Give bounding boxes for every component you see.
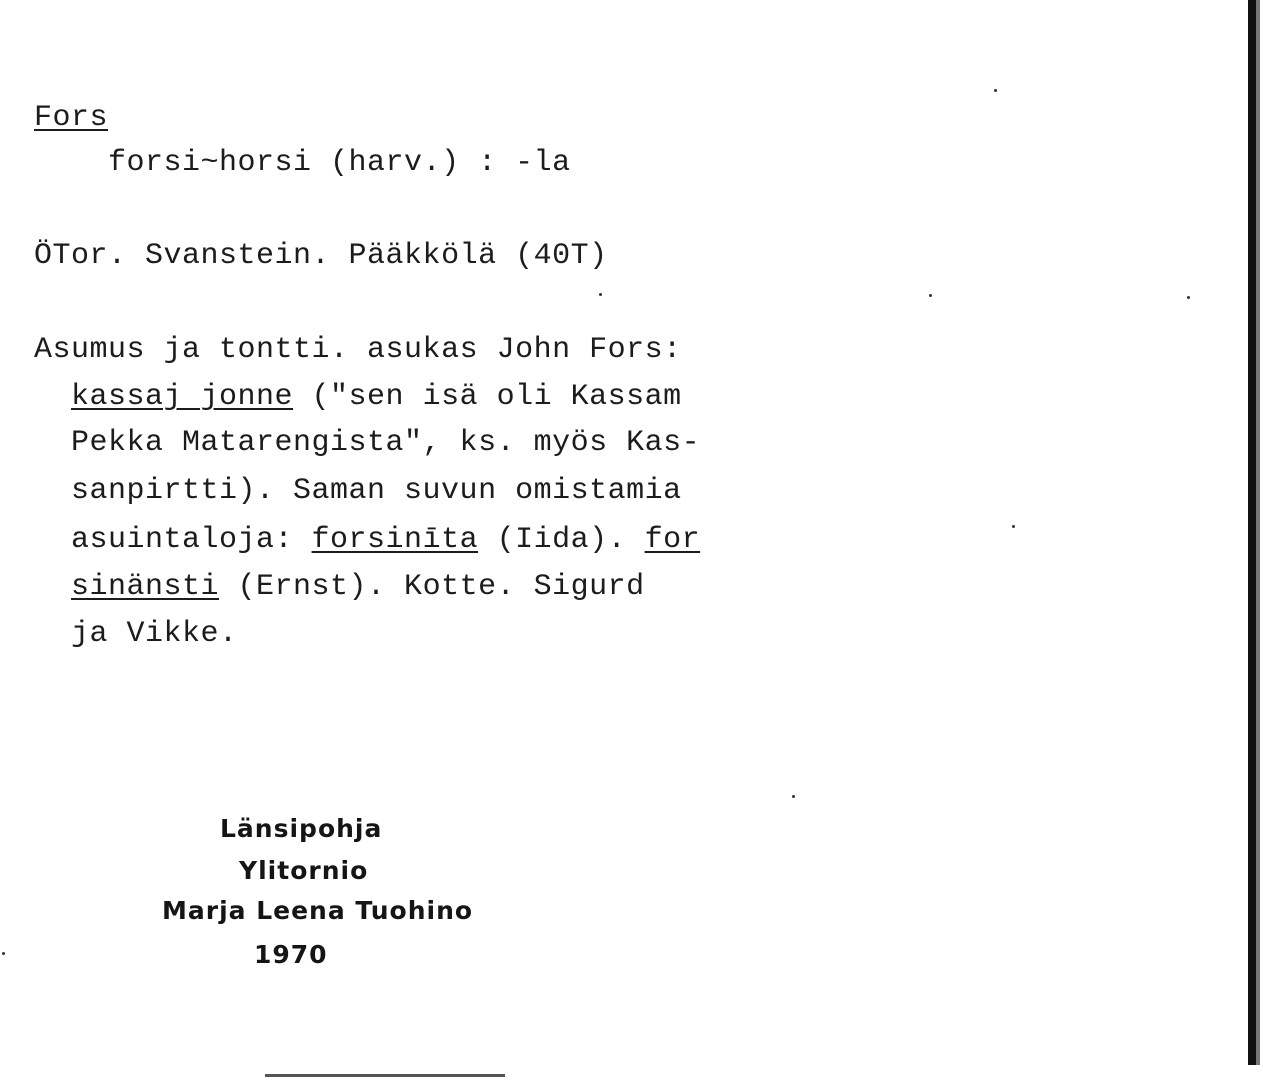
stamp-year: 1970 [254,940,328,969]
description-line-1: Asumus ja tontti. asukas John Fors: [34,333,682,367]
word-forms [108,146,571,180]
description-line-6 [71,570,645,604]
description-line-7: ja Vikke. [71,617,238,651]
place-name-kassaj-jonne: kassaj jonne [71,380,294,414]
scan-speck [599,293,602,296]
description-line-4: sanpirtti). Saman suvun omistamia [71,474,682,508]
description-line-2 [71,380,682,414]
scan-edge-border [1248,0,1256,1065]
headword: Fors [34,101,109,135]
form-horsi: horsi (harv.) : -la [219,146,571,180]
place-name-forsinansti-part2: sinänsti [71,570,220,604]
stamp-parish: Ylitornio [239,856,369,885]
stamp-region: Länsipohja [220,814,383,843]
form-forsi: forsi [108,146,201,180]
scan-bottom-mark [265,1074,505,1077]
description-text: (Ernst). Kotte. Sigurd [219,570,645,604]
scan-speck [792,795,795,798]
scan-speck [1187,296,1190,299]
scan-speck [929,294,932,297]
description-line-3: Pekka Matarengista", ks. myös Kas- [71,426,701,460]
scan-speck [2,952,5,955]
scan-speck [994,89,997,92]
description-text: (Iida). [478,523,645,557]
scan-edge-shadow [1256,0,1260,1065]
scan-speck [1012,525,1015,528]
locality: ÖTor. Svanstein. Pääkkölä (40T) [34,239,608,273]
description-text: ("sen isä oli Kassam [293,380,682,414]
tilde-mark: ~ [200,146,220,180]
description-line-5 [71,523,700,557]
place-name-forsinansti-part1: for [644,523,701,557]
stamp-collector: Marja Leena Tuohino [162,896,474,925]
place-name-forsinita: forsinīta [311,523,479,557]
description-text: asuintaloja: [71,523,312,557]
